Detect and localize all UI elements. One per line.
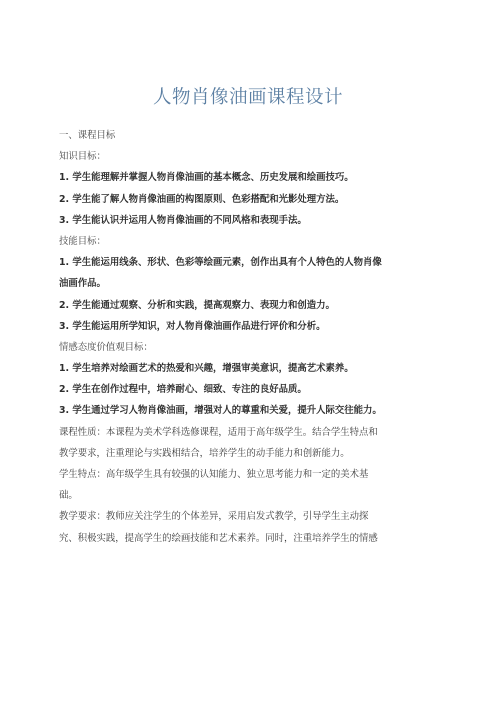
- knowledge-item-2: 2. 学生能了解人物肖像油画的构图原则、色彩搭配和光影处理方法。: [59, 193, 345, 205]
- subheading-knowledge: 知识目标：: [59, 151, 106, 163]
- document-title: 人物肖像油画课程设计: [152, 87, 343, 108]
- document-body: [59, 125, 444, 549]
- knowledge-item-3: 3. 学生能认识并运用人物肖像油画的不同风格和表现手法。: [59, 214, 307, 226]
- skills-item-3: 3. 学生能运用所学知识，对人物肖像油画作品进行评价和分析。: [59, 320, 326, 332]
- skills-item-2: 2. 学生能通过观察、分析和实践，提高观察力、表现力和创造力。: [59, 299, 335, 311]
- skills-item-1: 1. 学生能运用线条、形状、色彩等绘画元素，创作出具有个人特色的人物肖像: [59, 257, 382, 269]
- course-nature-line-1: 课程性质：本课程为美术学科选修课程，适用于高年级学生。结合学生特点和: [59, 426, 378, 438]
- teaching-req-line-1: 教学要求：教师应关注学生的个体差异，采用启发式教学，引导学生主动探: [59, 511, 369, 523]
- attitude-item-2: 2. 学生在创作过程中，培养耐心、细致、专注的良好品质。: [59, 384, 307, 396]
- student-traits-line-1: 学生特点：高年级学生具有较强的认知能力、独立思考能力和一定的美术基: [59, 469, 369, 480]
- attitude-item-1: 1. 学生培养对绘画艺术的热爱和兴趣，增强审美意识，提高艺术素养。: [59, 363, 354, 375]
- section-heading: 一、课程目标: [59, 130, 116, 141]
- knowledge-item-1: 1. 学生能理解并掌握人物肖像油画的基本概念、历史发展和绘画技巧。: [59, 172, 354, 184]
- subheading-attitude: 情感态度价值观目标：: [59, 341, 153, 353]
- attitude-item-3: 3. 学生通过学习人物肖像油画，增强对人的尊重和关爱，提升人际交往能力。: [59, 405, 382, 417]
- subheading-skills: 技能目标：: [59, 235, 106, 247]
- course-nature-line-2: 教学要求，注重理论与实践相结合，培养学生的动手能力和创新能力。: [59, 447, 350, 459]
- skills-item-1-cont: 油画作品。: [59, 278, 106, 290]
- student-traits-line-2: 础。: [59, 490, 78, 502]
- teaching-req-line-2: 究、积极实践，提高学生的绘画技能和艺术素养。同时，注重培养学生的情感: [59, 532, 378, 544]
